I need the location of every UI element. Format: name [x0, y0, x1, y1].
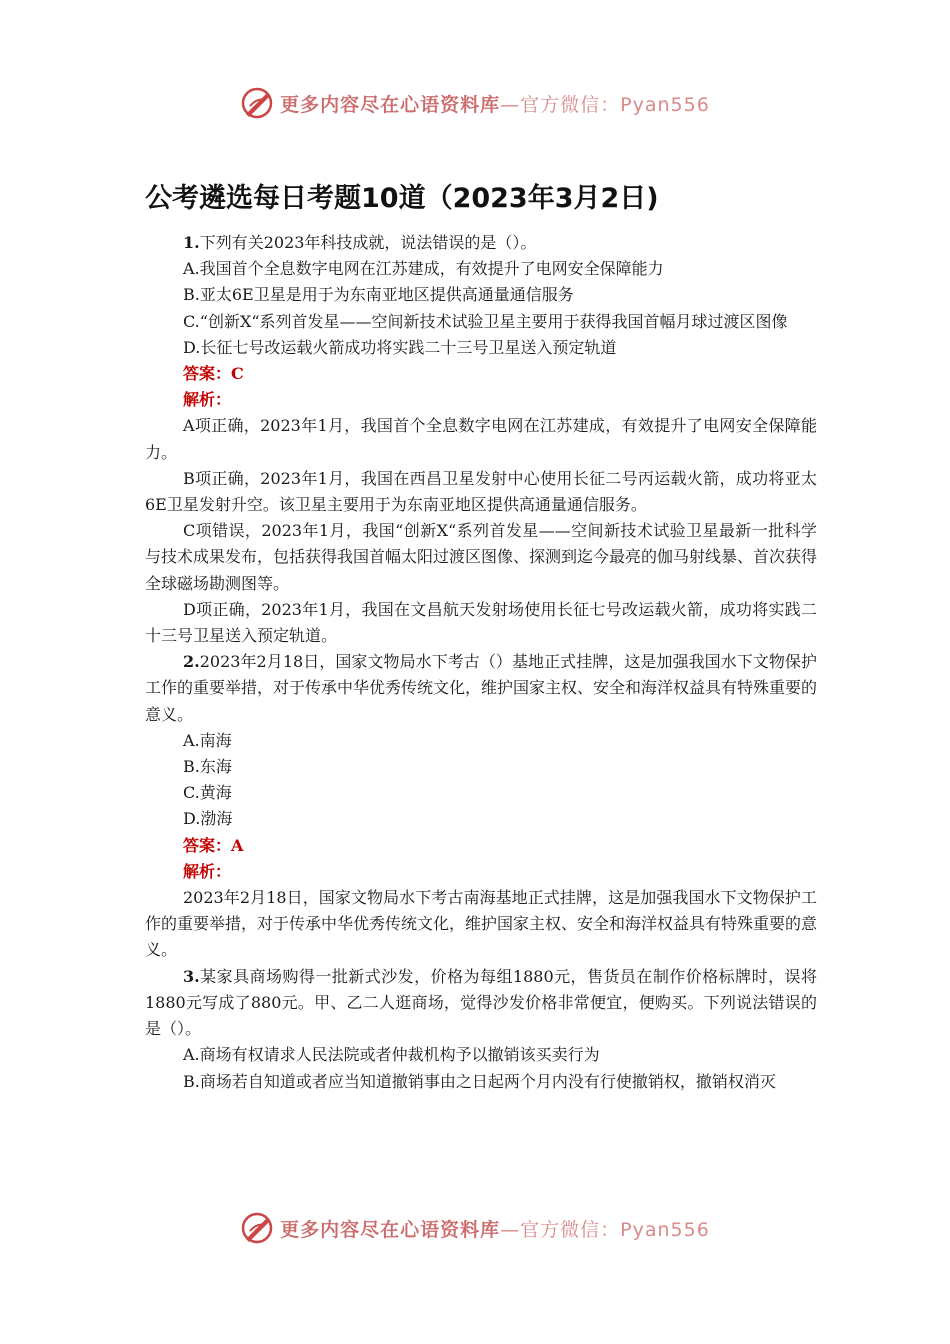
- footer-banner: [0, 1208, 950, 1248]
- q1-analysis-b: B项正确，2023年1月，我国在西昌卫星发射中心使用长征二号丙运载火箭，成功将亚太6E卫星发射升空。该卫星主要用于为东南亚地区提供高通量通信服务。: [145, 468, 817, 515]
- q1-analysis-c: C项错误，2023年1月，我国“创新X“系列首发星——空间新技术试验卫星最新一批科学与技术成果发布，包括获得我国首幅太阳过渡区图像、探测到迄今最亮的伽马射线暴、首次获得全球磁场勘测图等。: [145, 521, 818, 593]
- q2-analysis-label: 解析：: [183, 861, 232, 881]
- q2-option-b: B.东海: [183, 757, 232, 777]
- question-1-stem: 1.下列有关2023年科技成就，说法错误的是（）。: [183, 233, 537, 252]
- q1-option-c: C.“创新X“系列首发星——空间新技术试验卫星主要用于获得我国首幅月球过渡区图像: [183, 311, 788, 331]
- question-3-stem: 3.某家具商场购得一批新式沙发，价格为每组1880元，售货员在制作价格标牌时，误将1880元写成了880元。甲、乙二人逛商场，觉得沙发价格非常便宜，便购买。下列说法错误的是（）。: [145, 966, 817, 1039]
- q1-option-b: B.亚太6E卫星是用于为东南亚地区提供高通量通信服务: [183, 285, 574, 305]
- pen-logo-icon: [240, 86, 274, 120]
- q2-option-c: C.黄海: [183, 783, 232, 803]
- q2-analysis: 2023年2月18日，国家文物局水下考古南海基地正式挂牌，这是加强我国水下文物保护工作的重要举措，对于传承中华优秀传统文化，维护国家主权、安全和海洋权益具有特殊重要的意义。: [145, 888, 818, 960]
- header-banner: [0, 83, 950, 123]
- q2-option-a: A.南海: [183, 730, 232, 750]
- q1-option-a: A.我国首个全息数字电网在江苏建成，有效提升了电网安全保障能力: [183, 259, 664, 279]
- document-body: [145, 230, 817, 1095]
- q3-option-a: A.商场有权请求人民法院或者仲裁机构予以撤销该买卖行为: [183, 1045, 600, 1065]
- q1-analysis-label: 解析：: [183, 390, 232, 410]
- q2-answer: 答案：A: [183, 835, 244, 855]
- banner-text: 更多内容尽在心语资料库—官方微信：Pyan556: [280, 1218, 710, 1241]
- page-title: 公考遴选每日考题10道（2023年3月2日): [145, 183, 659, 214]
- q2-option-d: D.渤海: [183, 809, 233, 829]
- q1-analysis-a: A项正确，2023年1月，我国首个全息数字电网在江苏建成，有效提升了电网安全保障能力。: [145, 416, 817, 462]
- pen-logo-icon: [240, 1211, 274, 1245]
- q3-option-b: B.商场若自知道或者应当知道撤销事由之日起两个月内没有行使撤销权，撤销权消灭: [183, 1071, 776, 1091]
- q1-option-d: D.长征七号改运载火箭成功将实践二十三号卫星送入预定轨道: [183, 337, 617, 357]
- banner-text: 更多内容尽在心语资料库—官方微信：Pyan556: [280, 93, 710, 116]
- q1-analysis-d: D项正确，2023年1月，我国在文昌航天发射场使用长征七号改运载火箭，成功将实践二十三号卫星送入预定轨道。: [145, 599, 817, 646]
- q1-answer: 答案：C: [183, 364, 244, 384]
- question-2-stem: 2.2023年2月18日，国家文物局水下考古（）基地正式挂牌，这是加强我国水下文物保护工作的重要举措，对于传承中华优秀传统文化，维护国家主权、安全和海洋权益具有特殊重要的意义。: [145, 652, 818, 724]
